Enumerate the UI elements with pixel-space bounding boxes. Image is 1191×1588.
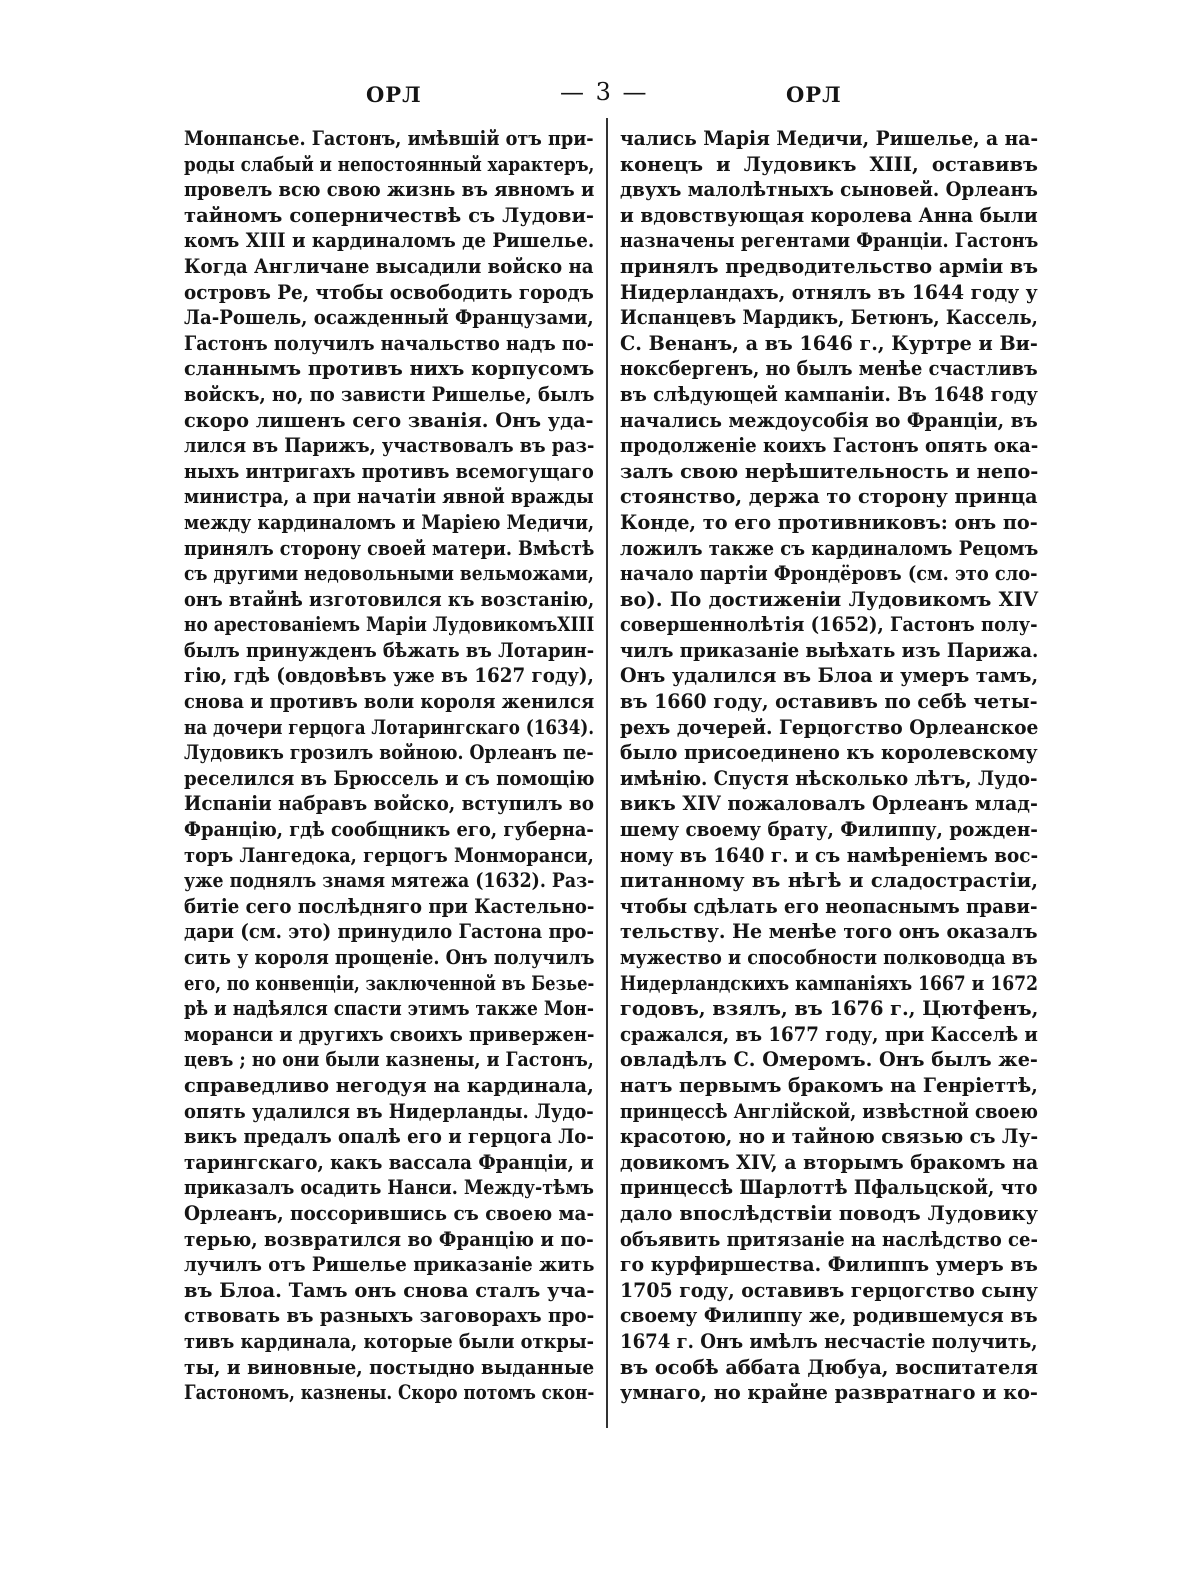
text-line: ложилъ также съ кардиналомъ Рецомъ [620,536,1039,560]
text-line: Гастонъ получилъ начальство надъ по- [184,331,594,355]
text-line: принцессѣ Шарлоттѣ Пфальцской, что [620,1176,1038,1200]
page-number: — 3 — [560,78,649,106]
text-line: комъ XIII и кардиналомъ де Ришелье. [184,229,595,253]
text-line: двухъ малолѣтныхъ сыновей. Орлеанъ [620,178,1038,202]
right-text-column [620,126,1038,1406]
text-line: ты, и виновные, постыдно выданные [184,1355,595,1379]
text-line: гію, гдѣ (овдовѣвъ уже въ 1627 году), [184,664,594,688]
text-line: было присоединено къ королевскому [620,741,1038,765]
text-line: мужество и способности полководца въ [620,946,1038,969]
text-line: чтобы сдѣлать его неопаснымъ прави- [620,894,1038,918]
text-line: сражался, въ 1677 году, при Касселѣ и [620,1022,1038,1046]
text-line: назначены регентами Франціи. Гастонъ [620,229,1039,253]
text-line: лучилъ отъ Ришелье приказаніе жить [184,1253,595,1277]
text-line: принцессѣ Англійской, извѣстной своею [620,1099,1038,1123]
text-line: Лудовикъ грозилъ войною. Орлеанъ пе- [184,741,594,765]
text-line: въ 1660 году, оставивъ по себѣ четы- [620,690,1038,714]
text-line: викъ XIV пожаловалъ Орлеанъ млад- [620,792,1038,816]
text-line: провелъ всю свою жизнь въ явномъ и [184,178,595,202]
text-line: умнаго, но крайне развратнаго и ко- [620,1381,1038,1405]
text-line: моранси и другихъ своихъ привержен- [184,1022,595,1046]
text-line: овладѣлъ С. Омеромъ. Онъ былъ же- [620,1048,1038,1072]
text-line: шему своему брату, Филиппу, рожден- [620,818,1038,842]
text-line: чались Марія Медичи, Ришелье, а на- [620,127,1039,150]
text-line: Ла-Рошель, осажденный Французами, [184,306,594,330]
text-line: годовъ, взялъ, въ 1676 г., Цютфенъ, [620,997,1039,1021]
text-line: принялъ сторону своей матери. Вмѣстѣ [184,536,595,560]
text-line: го курфиршества. Филиппъ умеръ въ [620,1253,1038,1277]
text-line: терью, возвратился во Францію и по- [184,1227,594,1251]
text-line: совершеннолѣтія (1652), Гастонъ полу- [620,613,1038,637]
text-line: своему Филиппу же, родившемуся въ [620,1304,1038,1328]
text-line: уже поднялъ знамя мятежа (1632). Раз- [184,869,595,893]
text-line: лился въ Парижъ, участвовалъ въ раз- [184,434,595,458]
text-line: Орлеанъ, поссорившись съ своею ма- [184,1201,595,1225]
text-line: реселился въ Брюссель и съ помощію [184,766,595,790]
text-line: Онъ удалился въ Блоа и умеръ тамъ, [620,664,1039,688]
text-line: войскъ, но, по зависти Ришелье, былъ [184,382,595,406]
text-line: Нидерландскихъ кампаніяхъ 1667 и 1672 [620,971,1039,995]
text-line: цевъ ; но они были казнены, и Гастонъ, [184,1048,594,1072]
text-line: на дочери герцога Лотарингскаго (1634). [184,715,595,739]
text-line: скоро лишенъ сего званія. Онъ уда- [184,408,594,432]
column-divider [606,118,608,1428]
text-line: тайномъ соперничествѣ съ Лудови- [184,203,594,227]
text-line: Когда Англичане высадили войско на [184,254,594,278]
text-line: ному въ 1640 г. и съ намѣреніемъ вос- [620,843,1039,867]
text-line: 1674 г. Онъ имѣлъ несчастіе получить, [620,1329,1038,1353]
text-line: опять удалился въ Нидерланды. Лудо- [184,1099,594,1123]
text-line: въ слѣдующей кампаніи. Въ 1648 году [620,382,1038,406]
text-line: Францію, гдѣ сообщникъ его, губерна- [184,818,594,842]
text-line: но арестованіемъ Маріи ЛудовикомъXIII [184,613,595,637]
text-line: 1705 году, оставивъ герцогство сыну [620,1278,1038,1302]
page-header [0,78,1191,118]
text-line: натъ первымъ бракомъ на Генріеттѣ, [620,1073,1038,1097]
text-line: роды слабый и непостоянный характеръ, [184,152,595,176]
text-line: торъ Лангедока, герцогъ Монморанси, [184,843,594,867]
header-right-word: ОРЛ [786,82,842,107]
text-line: тивъ кардинала, которые были откры- [184,1329,595,1353]
text-line: въ Блоа. Тамъ онъ снова сталъ уча- [184,1278,595,1302]
text-line: и вдовствующая королева Анна были [620,203,1038,227]
header-left-word: ОРЛ [366,82,422,107]
text-line: сить у короля прощеніе. Онъ получилъ [184,946,595,969]
text-line: С. Венанъ, а въ 1646 г., Куртре и Ви- [620,331,1038,355]
text-line: сланнымъ противъ нихъ корпусомъ [184,357,595,381]
text-line: ныхъ интригахъ противъ всемогущаго [184,459,594,483]
text-line: тельству. Не менѣе того онъ оказалъ [620,920,1038,944]
text-line: Конде, то его противниковъ: онъ по- [620,510,1038,534]
text-line: Нидерландахъ, отнялъ въ 1644 году у [620,280,1038,304]
text-line: ноксбергенъ, но былъ менѣе счастливъ [620,357,1038,381]
text-line: начались междоусобія во Франціи, въ [620,408,1038,432]
text-line: въ особѣ аббата Дюбуа, воспитателя [620,1355,1039,1379]
text-line: Гастономъ, казнены. Скоро потомъ скон- [184,1381,595,1405]
text-line: залъ свою нерѣшительность и непо- [620,459,1039,483]
text-line: довикомъ XIV, а вторымъ бракомъ на [620,1150,1039,1174]
text-line: питанному въ нѣгѣ и сладострастіи, [620,869,1038,893]
text-line: былъ принужденъ бѣжать въ Лотарин- [184,638,595,662]
text-line: съ другими недовольными вельможами, [184,562,594,586]
text-line: викъ предалъ опалѣ его и герцога Ло- [184,1125,594,1149]
text-line: продолженіе коихъ Гастонъ опять ока- [620,434,1039,458]
text-line: красотою, но и тайною связью съ Лу- [620,1125,1039,1149]
text-line: ствовать въ разныхъ заговорахъ про- [184,1304,595,1328]
text-line: тарингскаго, какъ вассала Франціи, и [184,1150,594,1174]
text-line: министра, а при начатіи явной вражды [184,485,594,509]
left-text-column [184,126,594,1406]
text-line: конецъ и Лудовикъ XIII, оставивъ [620,152,1038,176]
text-line: принялъ предводительство арміи въ [620,254,1039,278]
text-line: островъ Ре, чтобы освободить городъ [184,280,594,304]
text-line: между кардиналомъ и Маріею Медичи, [184,510,595,534]
text-line: чилъ приказаніе выѣхать изъ Парижа. [620,638,1039,662]
text-line: объявить притязаніе на наслѣдство се- [620,1227,1038,1251]
text-line: дари (см. это) принудило Гастона про- [184,920,595,944]
text-line: приказалъ осадить Нанси. Между-тѣмъ [184,1176,594,1200]
text-line: Испанiи набравъ войско, вступилъ во [184,792,594,816]
text-line: Монпансье. Гастонъ, имѣвшій отъ при- [184,127,594,150]
text-line: имѣнію. Спустя нѣсколько лѣтъ, Лудо- [620,766,1038,790]
text-line: снова и противъ воли короля женился [184,690,595,714]
text-line: начало партіи Фрондёровъ (см. это сло- [620,562,1038,586]
text-line: рѣ и надѣялся спасти этимъ также Мон- [184,997,594,1021]
text-line: справедливо негодуя на кардинала, [184,1073,594,1097]
text-line: онъ втайнѣ изготовился къ возстанію, [184,587,595,611]
text-line: во). По достиженіи Лудовикомъ XIV [620,587,1038,611]
text-line: рехъ дочерей. Герцогство Орлеанское [620,715,1039,739]
text-line: дало впослѣдствіи поводъ Лудовику [620,1201,1038,1225]
text-line: Испанцевъ Мардикъ, Бетюнъ, Кассель, [620,306,1038,330]
text-line: его, по конвенціи, заключенной въ Безье- [184,971,595,995]
text-line: битіе сего послѣдняго при Кастельно- [184,894,595,918]
text-line: стоянство, держа то сторону принца [620,485,1038,509]
